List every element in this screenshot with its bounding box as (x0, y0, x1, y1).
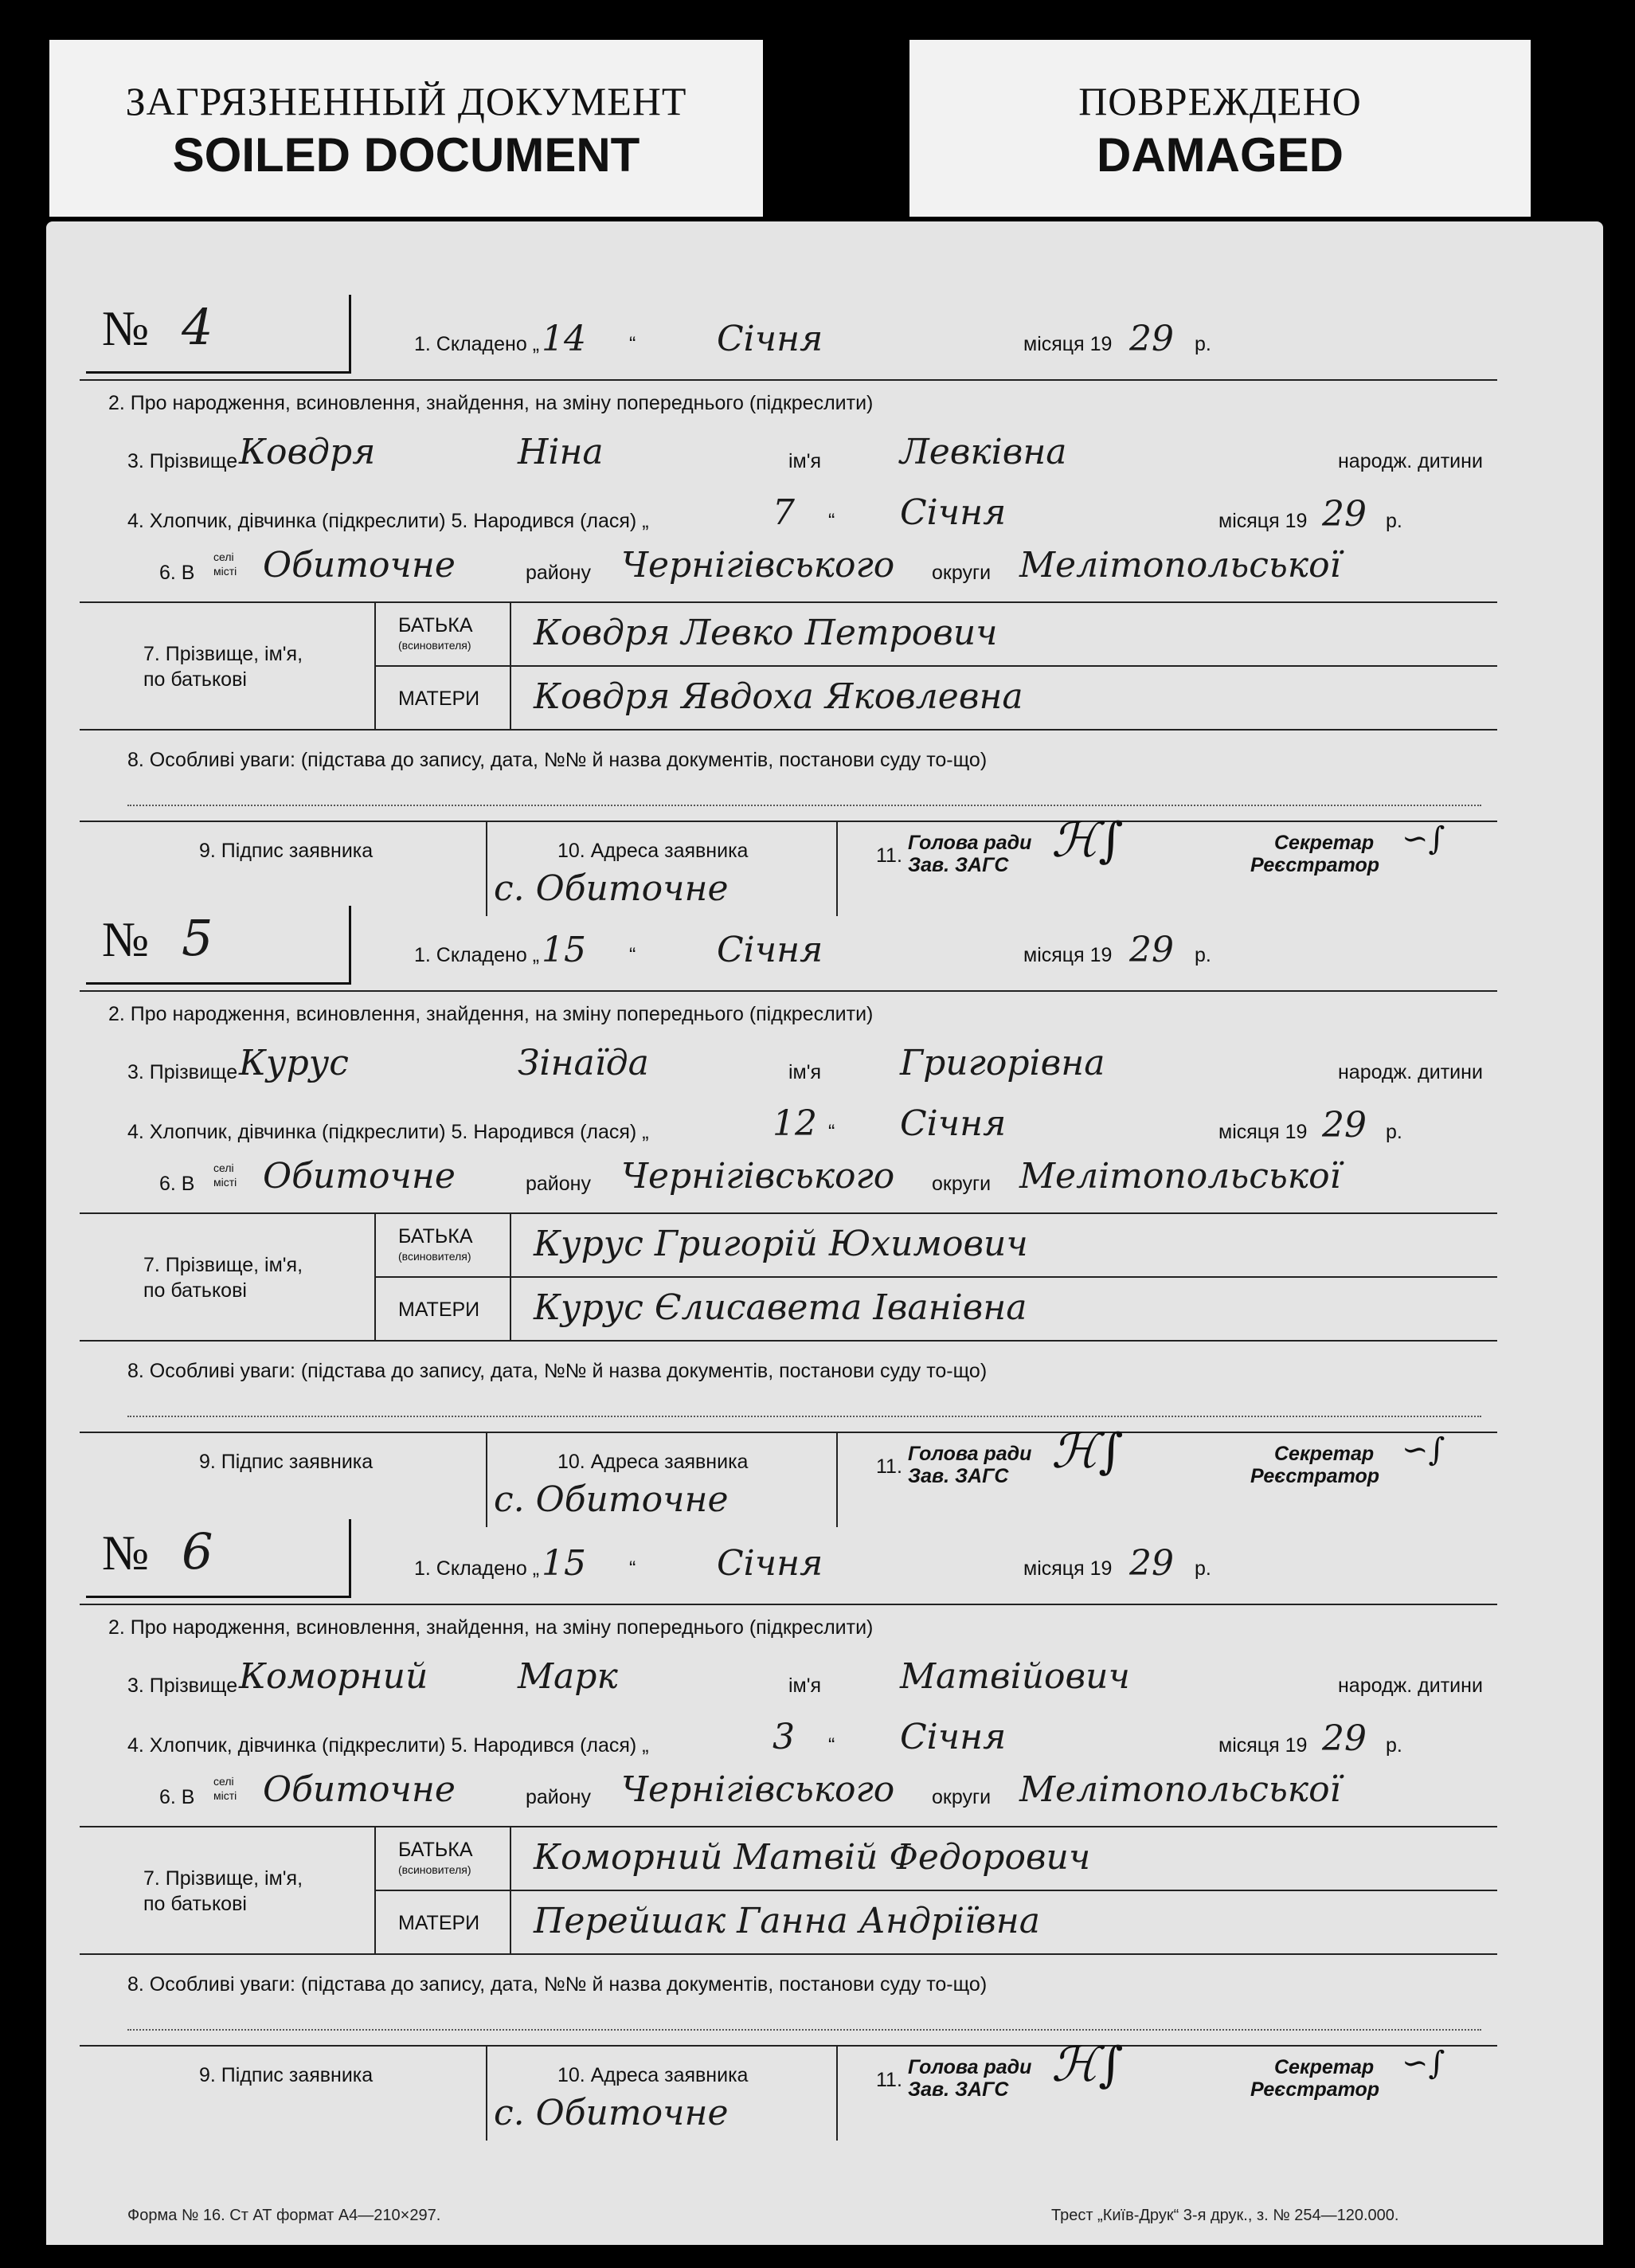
divider (486, 2045, 487, 2141)
label-en: DAMAGED (1097, 128, 1344, 182)
separator (80, 990, 1497, 992)
record-number: 4 (182, 298, 213, 356)
notes-label: 8. Особливі уваги: (підстава до запису, дата, №№ й назва документів, постанови суду то-що) (127, 749, 988, 771)
father-label: БАТЬКА (398, 614, 473, 637)
surname-label: 3. Прізвище (127, 1061, 238, 1083)
year-suffix: р. (1386, 1734, 1402, 1757)
month-word: місяця 19 (1023, 944, 1113, 966)
boy-girl-label: 4. Хлопчик, дівчинка (підкреслити) 5. Народився (лася) „ (127, 1734, 649, 1757)
year-suffix: р. (1195, 333, 1211, 355)
record-number-box (86, 1519, 351, 1598)
adopter-label: (всиновителя) (398, 1863, 471, 1876)
year-suffix: р. (1195, 944, 1211, 966)
misti-label: місті (213, 1176, 237, 1189)
child-patronymic: Григорівна (900, 1043, 1105, 1083)
adopter-label: (всиновителя) (398, 1250, 471, 1263)
notes-line (127, 805, 1481, 806)
sig-applicant-label: 9. Підпис заявника (199, 1451, 374, 1473)
applicant-address: с. Обиточне (494, 1479, 729, 1520)
father-name: Коморний Матвій Федорович (534, 1837, 1091, 1878)
separator (80, 2045, 1497, 2047)
birth-month: Січня (900, 492, 1007, 533)
quote-mark: “ (828, 510, 835, 532)
separator (80, 729, 1497, 731)
sela-label: селі (213, 1775, 234, 1788)
quote-mark: “ (629, 333, 636, 355)
n11-label: 11. (876, 1455, 902, 1478)
surname-label: 3. Прізвище (127, 1675, 238, 1697)
sig-applicant-label: 9. Підпис заявника (199, 840, 374, 862)
composed-year: 29 (1129, 1543, 1174, 1584)
secretary-label: Секретар (1274, 832, 1375, 854)
n11-label: 11. (876, 844, 902, 867)
registrar-signature: ∽∫ (1402, 821, 1445, 857)
composed-label: 1. Складено „ (414, 1557, 540, 1580)
about-line: 2. Про народження, всиновлення, знайдення, на зміну попереднього (підкреслити) (108, 1003, 874, 1025)
misti-label: місті (213, 1789, 237, 1802)
okruha-value: Мелітопольської (1019, 545, 1341, 586)
composed-month: Січня (717, 319, 823, 359)
number-sign: № (102, 1526, 150, 1581)
zags-label: Зав. ЗАГС (908, 2078, 1009, 2101)
composed-month: Січня (717, 930, 823, 970)
separator (80, 1604, 1497, 1605)
signature-row (80, 813, 1497, 916)
name-word: ім'я (788, 1675, 822, 1697)
mother-name: Перейшак Ганна Андріївна (534, 1901, 1041, 1941)
composed-year: 29 (1129, 930, 1174, 970)
head-label: Голова ради (908, 832, 1032, 854)
composed-month: Січня (717, 1543, 823, 1584)
year-suffix: р. (1386, 510, 1402, 532)
separator (374, 1890, 1497, 1891)
n11-label: 11. (876, 2069, 902, 2091)
mother-label: МАТЕРИ (398, 687, 480, 710)
birth-month: Січня (900, 1717, 1007, 1757)
separator (80, 1340, 1497, 1342)
composed-day: 14 (542, 319, 586, 359)
notes-label: 8. Особливі уваги: (підстава до запису, дата, №№ й назва документів, постанови суду то-що) (127, 1973, 988, 1996)
about-line: 2. Про народження, всиновлення, знайдення, на зміну попереднього (підкреслити) (108, 1616, 874, 1639)
divider (486, 1432, 487, 1527)
registrar-label: Реєстратор (1250, 854, 1380, 876)
sela-label: селі (213, 1161, 234, 1174)
po-bat-label: по батькові (143, 1279, 247, 1302)
registrar-signature: ∽∫ (1402, 2045, 1445, 2082)
label-en: SOILED DOCUMENT (172, 128, 640, 182)
raion-value: Чернігівського (621, 545, 895, 586)
child-surname: Коморний (239, 1656, 428, 1697)
birth-child-label: народж. дитини (1338, 450, 1483, 472)
divider (836, 2045, 838, 2141)
okruha-value: Мелітопольської (1019, 1769, 1341, 1810)
secretary-label: Секретар (1274, 1443, 1375, 1465)
footer-printer: Трест „Київ-Друк“ 3-я друк., з. № 254—120.000. (1051, 2207, 1399, 2224)
father-name: Ковдря Левко Петрович (534, 613, 998, 653)
okruha-label: округи (932, 562, 992, 584)
record-number: 6 (182, 1522, 213, 1581)
child-surname: Ковдря (239, 432, 376, 472)
parents-block (80, 601, 1497, 729)
divider (836, 1432, 838, 1527)
boy-girl-label: 4. Хлопчик, дівчинка (підкреслити) 5. Народився (лася) „ (127, 510, 649, 532)
applicant-address: с. Обиточне (494, 868, 729, 909)
birth-year: 29 (1322, 494, 1367, 535)
birth-year: 29 (1322, 1105, 1367, 1146)
composed-day: 15 (542, 1543, 586, 1584)
registrar-signature: ∽∫ (1402, 1432, 1445, 1468)
quote-mark: “ (629, 1557, 636, 1580)
father-label: БАТЬКА (398, 1225, 473, 1248)
birth-child-label: народж. дитини (1338, 1675, 1483, 1697)
composed-label: 1. Складено „ (414, 944, 540, 966)
in-place-label: 6. В (159, 1173, 195, 1195)
child-patronymic: Матвійович (900, 1656, 1130, 1697)
birth-child-label: народж. дитини (1338, 1061, 1483, 1083)
okruha-value: Мелітопольської (1019, 1156, 1341, 1197)
sig-applicant-label: 9. Підпис заявника (199, 2064, 374, 2086)
pib-label: 7. Прізвище, ім'я, (143, 1867, 303, 1890)
soiled-document-label (49, 40, 763, 217)
mother-label: МАТЕРИ (398, 1299, 480, 1321)
applicant-address: с. Обиточне (494, 2093, 729, 2133)
raion-value: Чернігівського (621, 1156, 895, 1197)
pib-label: 7. Прізвище, ім'я, (143, 1254, 303, 1276)
misti-label: місті (213, 565, 237, 578)
head-label: Голова ради (908, 2056, 1032, 2078)
addr-applicant-label: 10. Адреса заявника (557, 2064, 749, 2086)
child-first-name: Зінаїда (518, 1043, 649, 1083)
village: Обиточне (263, 1769, 456, 1810)
child-first-name: Ніна (518, 432, 604, 472)
month-word: місяця 19 (1218, 1734, 1308, 1757)
child-patronymic: Левківна (900, 432, 1067, 472)
mother-label: МАТЕРИ (398, 1912, 480, 1934)
birth-month: Січня (900, 1103, 1007, 1144)
village: Обиточне (263, 545, 456, 586)
father-name: Курус Григорій Юхимович (534, 1224, 1028, 1264)
raion-label: району (526, 1786, 591, 1808)
record-number-box (86, 906, 351, 985)
secretary-label: Секретар (1274, 2056, 1375, 2078)
registrar-label: Реєстратор (1250, 2078, 1380, 2101)
footer-form-number: Форма № 16. Ст АТ формат А4—210×297. (127, 2207, 441, 2224)
surname-label: 3. Прізвище (127, 450, 238, 472)
birth-year: 29 (1322, 1718, 1367, 1759)
village: Обиточне (263, 1156, 456, 1197)
label-ru: ПОВРЕЖДЕНО (1078, 79, 1362, 123)
notes-line (127, 1416, 1481, 1417)
name-word: ім'я (788, 450, 822, 472)
record-number: 5 (182, 909, 213, 967)
sela-label: селі (213, 550, 234, 563)
po-bat-label: по батькові (143, 668, 247, 691)
composed-year: 29 (1129, 319, 1174, 359)
in-place-label: 6. В (159, 562, 195, 584)
parents-block (80, 1212, 1497, 1340)
raion-label: району (526, 562, 591, 584)
adopter-label: (всиновителя) (398, 639, 471, 652)
separator (80, 379, 1497, 381)
divider (836, 821, 838, 916)
composed-label: 1. Складено „ (414, 333, 540, 355)
quote-mark: “ (629, 944, 636, 966)
child-first-name: Марк (518, 1656, 618, 1697)
po-bat-label: по батькові (143, 1893, 247, 1915)
separator (80, 1212, 1497, 1214)
pib-label: 7. Прізвище, ім'я, (143, 643, 303, 665)
separator (374, 665, 1497, 667)
head-signature: ℋ∫ (1051, 813, 1124, 868)
head-signature: ℋ∫ (1051, 2037, 1124, 2093)
month-word: місяця 19 (1218, 510, 1308, 532)
label-ru: ЗАГРЯЗНЕННЫЙ ДОКУМЕНТ (125, 79, 687, 123)
name-word: ім'я (788, 1061, 822, 1083)
month-word: місяця 19 (1023, 333, 1113, 355)
separator (80, 1826, 1497, 1827)
in-place-label: 6. В (159, 1786, 195, 1808)
parents-block (80, 1826, 1497, 1953)
separator (80, 1432, 1497, 1433)
separator (80, 601, 1497, 603)
signature-row (80, 1424, 1497, 1527)
signature-row (80, 2037, 1497, 2141)
child-surname: Курус (239, 1043, 349, 1083)
month-word: місяця 19 (1023, 1557, 1113, 1580)
raion-value: Чернігівського (621, 1769, 895, 1810)
raion-label: району (526, 1173, 591, 1195)
number-sign: № (102, 913, 150, 967)
record-number-box (86, 295, 351, 374)
separator (80, 1953, 1497, 1955)
okruha-label: округи (932, 1786, 992, 1808)
notes-line (127, 2029, 1481, 2031)
head-label: Голова ради (908, 1443, 1032, 1465)
mother-name: Курус Єлисавета Іванівна (534, 1287, 1027, 1328)
father-label: БАТЬКА (398, 1839, 473, 1861)
zags-label: Зав. ЗАГС (908, 854, 1009, 876)
addr-applicant-label: 10. Адреса заявника (557, 1451, 749, 1473)
notes-label: 8. Особливі уваги: (підстава до запису, дата, №№ й назва документів, постанови суду то-що) (127, 1360, 988, 1382)
number-sign: № (102, 302, 150, 356)
damaged-label (909, 40, 1531, 217)
separator (80, 821, 1497, 822)
divider (486, 821, 487, 916)
okruha-label: округи (932, 1173, 992, 1195)
composed-day: 15 (542, 930, 586, 970)
month-word: місяця 19 (1218, 1121, 1308, 1143)
registrar-label: Реєстратор (1250, 1465, 1380, 1487)
birth-day: 3 (773, 1717, 795, 1757)
quote-mark: “ (828, 1734, 835, 1757)
birth-day: 12 (773, 1103, 817, 1144)
boy-girl-label: 4. Хлопчик, дівчинка (підкреслити) 5. Народився (лася) „ (127, 1121, 649, 1143)
addr-applicant-label: 10. Адреса заявника (557, 840, 749, 862)
separator (374, 1276, 1497, 1278)
birth-day: 7 (773, 492, 795, 533)
about-line: 2. Про народження, всиновлення, знайдення, на зміну попереднього (підкреслити) (108, 392, 874, 414)
head-signature: ℋ∫ (1051, 1424, 1124, 1479)
year-suffix: р. (1386, 1121, 1402, 1143)
year-suffix: р. (1195, 1557, 1211, 1580)
zags-label: Зав. ЗАГС (908, 1465, 1009, 1487)
quote-mark: “ (828, 1121, 835, 1143)
mother-name: Ковдря Явдоха Яковлевна (534, 676, 1023, 717)
